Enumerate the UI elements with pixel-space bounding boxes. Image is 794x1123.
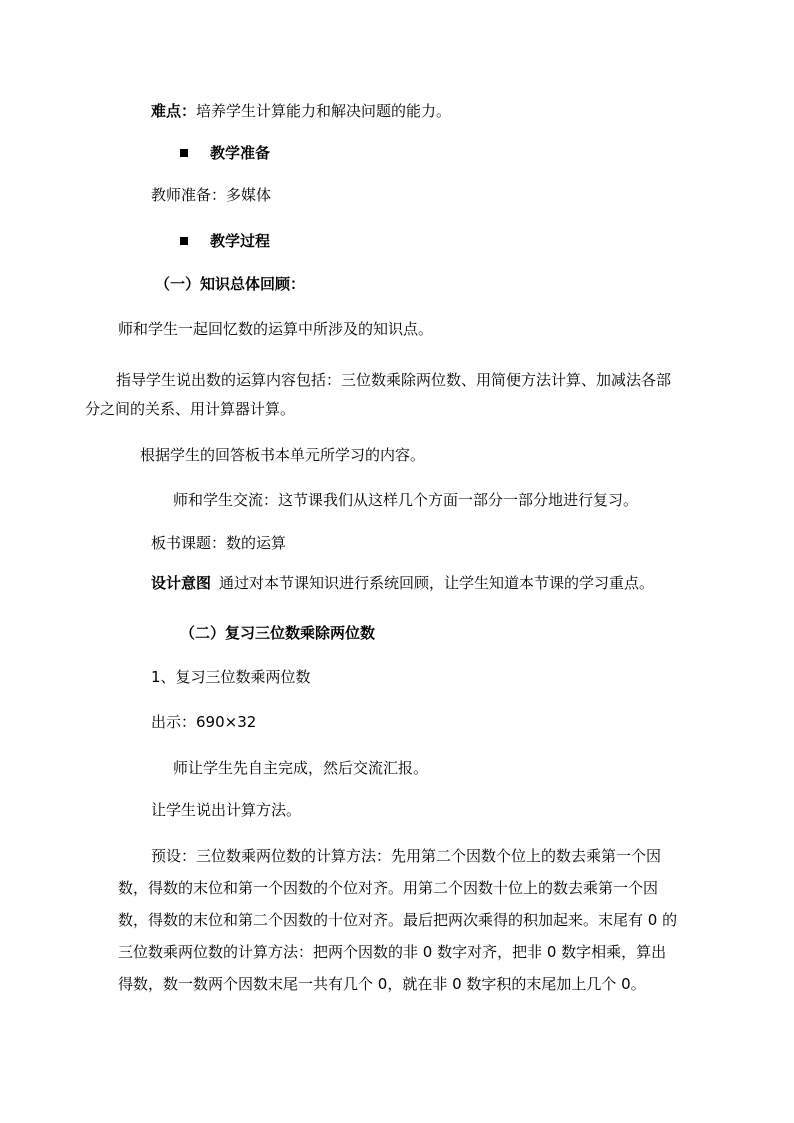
section-prep-heading-line [180, 143, 270, 163]
part2-paragraph-2: 让学生说出计算方法。 [151, 801, 302, 819]
part1-heading: （一）知识总体回顾： [155, 275, 306, 293]
part2-paragraph-1: 师让学生先自主完成，然后交流汇报。 [173, 759, 429, 777]
part1-paragraph-2: 指导学生说出数的运算内容包括：三位数乘除两位数、用简便方法计算、加减法各部分之间的关系、用计算器计算。 [85, 371, 672, 418]
square-bullet-icon [180, 149, 188, 157]
section-prep-heading: 教学准备 [210, 144, 271, 162]
difficulty-text: 培养学生计算能力和解决问题的能力。 [196, 102, 452, 120]
part1-paragraph-5: 板书课题：数的运算 [151, 534, 287, 552]
section-process-heading-line [180, 231, 270, 251]
part2-item-1: 1、复习三位数乘两位数 [151, 668, 311, 686]
prep-item: 教师准备：多媒体 [151, 186, 272, 204]
part2-heading: （二）复习三位数乘除两位数 [180, 624, 376, 642]
part1-paragraph-3: 根据学生的回答板书本单元所学习的内容。 [140, 446, 426, 464]
section-process-heading: 教学过程 [210, 232, 271, 250]
design-intent-label: 设计意图 [151, 574, 212, 592]
difficulty-line [151, 101, 451, 121]
part1-paragraph-1: 师和学生一起回忆数的运算中所涉及的知识点。 [118, 320, 434, 338]
part1-paragraph-4: 师和学生交流：这节课我们从这样几个方面一部分一部分地进行复习。 [173, 491, 639, 509]
design-intent-line [151, 573, 654, 593]
design-intent-text: 通过对本节课知识进行系统回顾，让学生知道本节课的学习重点。 [219, 574, 655, 592]
part2-show: 出示：690×32 [151, 713, 257, 731]
part2-paragraph-3: 预设：三位数乘两位数的计算方法：先用第二个因数个位上的数去乘第一个因数，得数的末位和第一个因数的个位对齐。用第二个因数十位上的数去乘第一个因数，得数的末位和第二个因数的十位对齐。最后把两次乘得的积加起来。末尾有 0 的三位数乘两位数的计算方法：把两个因数的非 0 数字对齐，把非 0 数字相乘，算出得数，数一数两个因数末尾一共有几个 0，就在非 0 数字积的末尾加上几个 0。 [118, 847, 678, 993]
square-bullet-icon [180, 237, 188, 245]
difficulty-label: 难点： [151, 102, 197, 120]
